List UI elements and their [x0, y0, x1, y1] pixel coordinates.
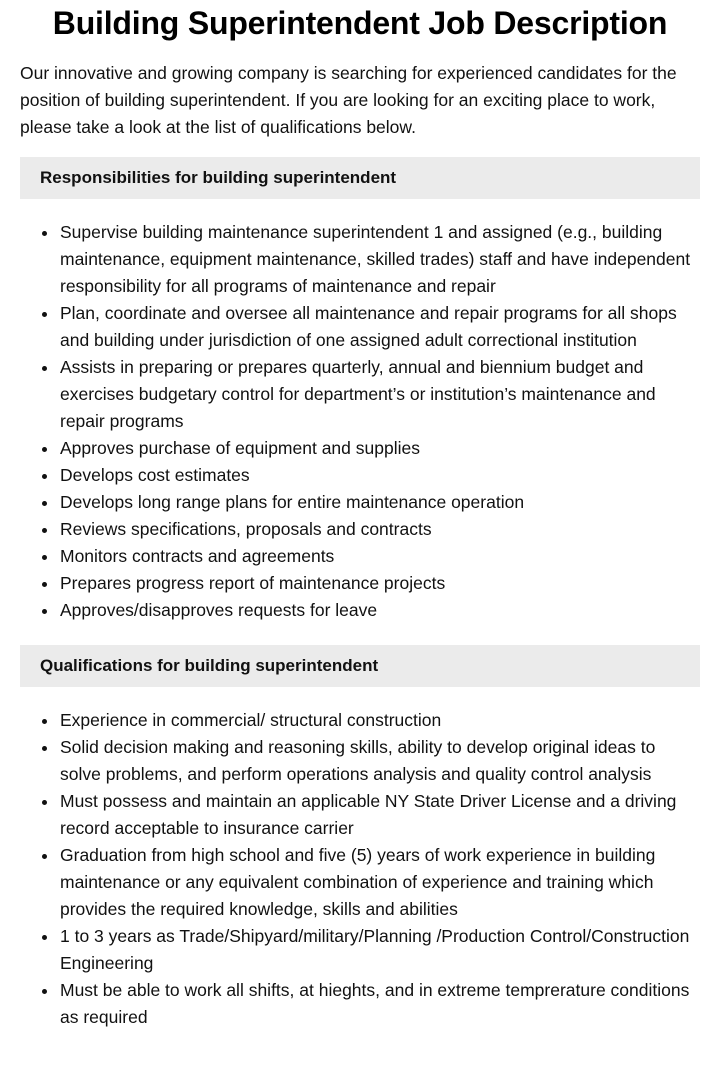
list-item — [20, 435, 700, 462]
qualifications-list — [20, 707, 700, 1031]
list-item — [20, 734, 700, 788]
bullet-icon — [42, 231, 47, 236]
list-item-text: Approves purchase of equipment and supplies — [60, 438, 420, 458]
list-item-text: Develops long range plans for entire maintenance operation — [60, 492, 525, 512]
bullet-icon — [42, 528, 47, 533]
list-item — [20, 516, 700, 543]
bullet-icon — [42, 312, 47, 317]
list-item — [20, 300, 700, 354]
list-item-text: Supervise building maintenance superintendent 1 and assigned (e.g., building maintenance, equipment maintenance, skilled trades) staff and have independent responsibility for all programs of maintenance and repair — [60, 222, 691, 296]
bullet-icon — [42, 447, 47, 452]
list-item — [20, 923, 700, 977]
list-item-text: Prepares progress report of maintenance projects — [60, 573, 446, 593]
list-item-text: Monitors contracts and agreements — [60, 546, 335, 566]
list-item — [20, 570, 700, 597]
list-item — [20, 977, 700, 1031]
bullet-icon — [42, 935, 47, 940]
list-item — [20, 219, 700, 300]
qualifications-heading: Qualifications for building superintendent — [20, 645, 700, 687]
list-item — [20, 354, 700, 435]
list-item-text: Experience in commercial/ structural construction — [60, 710, 442, 730]
list-item — [20, 707, 700, 734]
list-item-text: Develops cost estimates — [60, 465, 250, 485]
bullet-icon — [42, 501, 47, 506]
list-item — [20, 543, 700, 570]
bullet-icon — [42, 609, 47, 614]
list-item-text: Assists in preparing or prepares quarterly, annual and biennium budget and exercises budgetary control for department’s or institution’s maintenance and repair programs — [60, 357, 656, 431]
list-item — [20, 842, 700, 923]
bullet-icon — [42, 854, 47, 859]
list-item — [20, 788, 700, 842]
bullet-icon — [42, 989, 47, 994]
list-item-text: Graduation from high school and five (5) years of work experience in building maintenance or any equivalent combination of experience and training which provides the required knowledge, skills and abilities — [60, 845, 656, 919]
bullet-icon — [42, 582, 47, 587]
bullet-icon — [42, 474, 47, 479]
bullet-icon — [42, 800, 47, 805]
responsibilities-list — [20, 219, 700, 624]
list-item — [20, 597, 700, 624]
bullet-icon — [42, 366, 47, 371]
bullet-icon — [42, 746, 47, 751]
intro-paragraph: Our innovative and growing company is searching for experienced candidates for the position of building superintendent. If you are looking for an exciting place to work, please take a look at the list of qualifications below. — [20, 63, 677, 137]
list-item — [20, 462, 700, 489]
list-item-text: Reviews specifications, proposals and contracts — [60, 519, 432, 539]
list-item-text: Must possess and maintain an applicable NY State Driver License and a driving record acceptable to insurance carrier — [60, 791, 677, 838]
list-item-text: Approves/disapproves requests for leave — [60, 600, 378, 620]
responsibilities-heading: Responsibilities for building superintendent — [20, 157, 700, 199]
page-title: Building Superintendent Job Description — [52, 5, 668, 41]
list-item-text: Must be able to work all shifts, at hieghts, and in extreme temprerature conditions as required — [60, 980, 690, 1027]
list-item-text: Plan, coordinate and oversee all maintenance and repair programs for all shops and building under jurisdiction of one assigned adult correctional institution — [60, 303, 677, 350]
list-item — [20, 489, 700, 516]
list-item-text: 1 to 3 years as Trade/Shipyard/military/Planning /Production Control/Construction Engineering — [60, 926, 690, 973]
list-item-text: Solid decision making and reasoning skills, ability to develop original ideas to solve problems, and perform operations analysis and quality control analysis — [60, 737, 656, 784]
bullet-icon — [42, 555, 47, 560]
bullet-icon — [42, 719, 47, 724]
